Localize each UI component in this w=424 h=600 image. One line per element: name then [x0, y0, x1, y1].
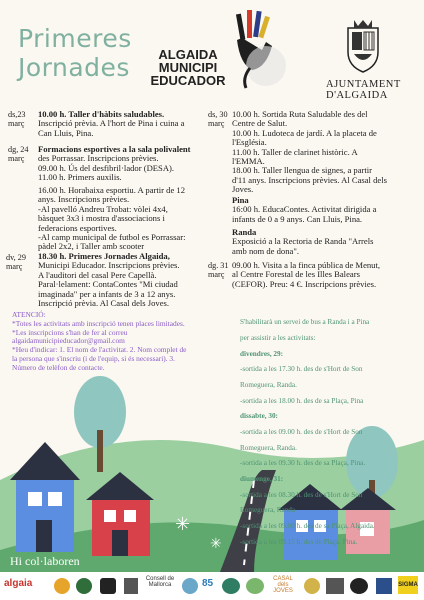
- collaborators-label: Hi col·laboren: [10, 554, 80, 568]
- event-block-fri-29: 18.30 h. Primeres Jornades Algaida, Municipi Educador. Inscripcions prèvies. A l'auditori del casal Pere Capellà. Paral·lelament: ContaContes "Mi ciudad imaginada" per a infants de 3 a 12 anys. Inscripció prèvia. Al Casal dels Joves.: [38, 251, 180, 309]
- day-label-sat-30: ds, 30 març: [208, 110, 228, 128]
- sponsor-logo-casal: CASAL dels JOVES: [273, 576, 293, 594]
- sponsor-logo-icon: [124, 578, 138, 594]
- sponsor-logo-algaia: algaia: [4, 578, 33, 589]
- sponsor-logo-icon: [376, 578, 392, 594]
- org-line-3: EDUCADOR: [150, 73, 226, 88]
- attention-notice: ATENCIÓ: *Totes les activitats amb inscripció tenen places limitades. *Les inscripcions s'han de fer al correu algaidamunicipieducador@gmail.com *Heu d'indicar: 1. El nom de l'activitat. 2. Nom complet de la persona que s'inscriu (i de l'equip, si és necessari). 3. Número de telèfon de contacte.: [12, 310, 187, 372]
- sponsor-logo-icon: [76, 578, 92, 594]
- bus-service-info: S'habilitarà un servei de bus a Randa i a Pina per assistir a les activitats: divendres, 29: -sortida a les 17.30 h. des de s'Hort de Son Romeguera, Randa. -sortida a les 18.00 h. des de sa Plaça, Pina dissabte, 30: -sortida a les 09.00 h. des de s'Hort de Son Romeguera, Randa. -sortida a les 09.30 h. des de sa Plaça, Pina. diumenge, 31: -sortida a les 08.30 h. des de s'Hort de Son Romeguera, Randa -sortida a les 09.00 h. des de sa Plaça, Algaida. -sortida a les 09.15 h. des de Plaça, Pina.: [240, 318, 375, 546]
- org-line-2: MUNICIPI: [158, 60, 218, 75]
- day-label-sun-31: dg. 31 març: [208, 261, 229, 279]
- event-block-sun-31: 09.00 h. Visita a la finca pública de Menut, al Centre Forestal de les Illes Balears (CEFOR). Preu: 4 €. Inscripcions prèvies.: [232, 260, 381, 289]
- title-line-1: Primeres: [18, 24, 132, 53]
- sponsor-logo-sigma: SIGMA: [398, 576, 418, 594]
- sponsor-logo-icon: [304, 578, 320, 594]
- event-block-sport-afternoon: 16.00 h. Horabaixa esportiu. A partir de 12 anys. Inscripcions prèvies. -Al pavelló Andreu Trobat: vòlei 4x4, bàsquet 3x3 i mostra d'associacions i federacions esportives. -Al camp municipal de futbol es Porrassar: pàdel 2x2, i Taller amb scooter: [38, 185, 186, 252]
- sponsor-logo-icon: [350, 578, 368, 594]
- event-block-randa: Randa Exposició a la Rectoria de Randa "Arrels amb nom de dona".: [232, 227, 374, 256]
- day-label-sun-24: dg, 24 març: [8, 145, 29, 163]
- event-block-sun-24: Formacions esportives a la sala polivalent des Porrassar. Inscripcions prèvies. 09.00 h. Ús del desfibril·lador (DESA). 11.00 h. Primers auxilis.: [38, 144, 191, 183]
- event-block-pina: Pina 16:00 h. EducaContes. Activitat dirigida a infants de 0 a 9 anys. Can Lluis, Pina.: [232, 195, 377, 224]
- sponsor-logo-icon: [182, 578, 198, 594]
- sponsor-logo-icon: [222, 578, 240, 594]
- svg-text:✳: ✳: [175, 514, 191, 535]
- sponsor-logo-85: 85: [202, 578, 214, 589]
- event-block-sat-30: 10.00 h. Sortida Ruta Saludable des del Centre de Salut. 10.00 h. Ludoteca de jardí. A la placeta de l'Església. 11.00 h. Taller de clarinet històric. A l'EMMA. 18.00 h. Taller llengua de signes, a partir d'11 anys. Inscripcions prèvies. Al Casal dels Joves.: [232, 109, 387, 195]
- day-label-sat-23: ds,23 març: [8, 110, 26, 128]
- ajuntament-label: AJUNTAMENT D'ALGAIDA: [326, 79, 401, 101]
- day-label-fri-29: dv, 29 març: [6, 253, 26, 271]
- svg-text:✳: ✳: [210, 536, 222, 552]
- sponsor-logo-icon: [100, 578, 116, 594]
- sponsor-logo-icon: [246, 578, 264, 594]
- sponsor-logo-icon: [326, 578, 344, 594]
- org-line-1: ALGAIDA: [158, 47, 218, 62]
- sponsor-logo-consell: Consell de Mallorca: [145, 576, 175, 588]
- title-line-2: Jornades: [18, 53, 130, 82]
- org-logo-text: [140, 48, 236, 87]
- page-title: [18, 24, 132, 82]
- event-block-sat-23: 10.00 h. Taller d'hàbits saludables. Inscripció prèvia. A l'hort de Pina i cuina a Can Lluis, Pina.: [38, 109, 185, 138]
- coat-of-arms-icon: [340, 18, 386, 76]
- sponsor-logo-icon: [54, 578, 70, 594]
